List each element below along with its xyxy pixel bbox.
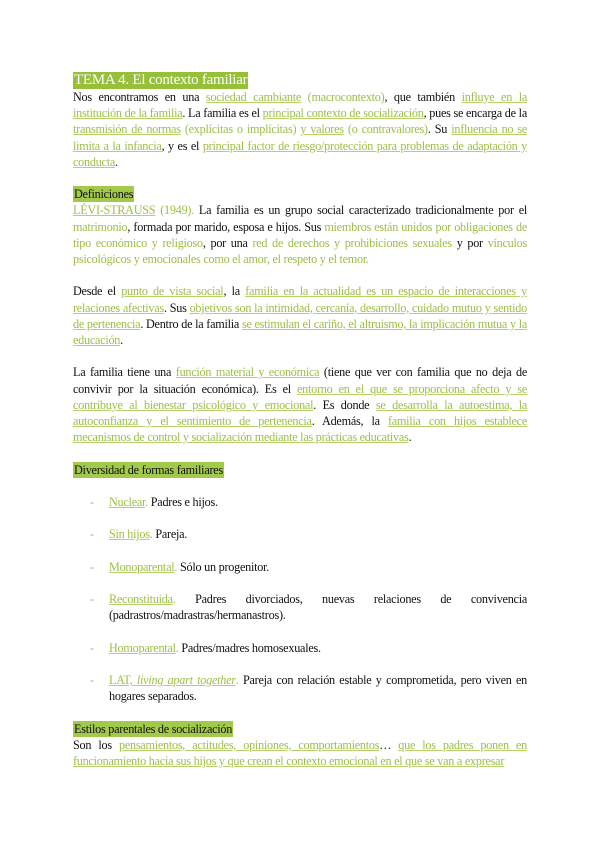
highlighted-text: principal contexto de socialización [262,106,424,121]
body-text: La familia tiene una [73,365,176,380]
family-form-term: Sin hijos [109,527,150,542]
family-form-description: Padres/madres homosexuales. [178,640,321,655]
highlighted-text: y valores [300,122,344,137]
family-form-term: Nuclear [109,495,146,509]
highlighted-text: (macrocontexto) [301,90,385,104]
body-text: Nos encontramos en una [73,90,206,104]
highlighted-text: red de derechos y prohibiciones sexuales [252,235,452,250]
body-text: , que también [384,90,462,104]
family-form-description: Pareja con relación estable y comprometida, pero viven en hogares separados. [109,673,528,704]
highlighted-text: entorno en el que se proporciona afecto y se contribuye al bienestar psicológico y emocional [73,381,527,412]
body-text: . Dentro de la familia [140,316,242,331]
family-form-description: Padres e hijos. [147,495,218,509]
family-form-item: - Homoparental. Padres/madres homosexuales. [90,640,321,655]
list-dash: - [90,640,94,655]
estilos-paragraph [73,737,527,769]
highlighted-text: (o contravalores) [343,122,428,137]
highlighted-text: principal factor de riesgo/protección para problemas de adaptación y conducta [73,138,527,169]
family-form-item: - Reconstituida. Padres divorciados, nuevas relaciones de convivencia (padrastros/madrastras/hermanastros). [90,592,527,623]
family-form-term-italic: living apart together [136,673,236,688]
section-heading-estilos: Estilos parentales de socialización [74,721,233,736]
list-dash: - [90,592,94,607]
body-text: , pues se encarga de la [423,106,527,121]
family-form-term: Monoparental [109,559,175,574]
intro-paragraph [73,89,527,170]
family-form-term: LAT, [109,673,137,688]
highlighted-text: influencia no se limita a la infancia [73,122,528,153]
document-page [73,72,527,769]
list-dash: - [90,559,94,574]
body-text: . La familia es el [182,106,263,121]
highlighted-text: punto de vista social [121,284,224,299]
list-dash: - [90,673,94,688]
highlighted-text: (explícitas o implícitas) [180,122,301,137]
family-form-item: - LAT, living apart together. Pareja con relación estable y comprometida, pero viven en hogares separados. [90,673,528,704]
highlighted-text: transmisión de normas [73,122,181,137]
highlighted-text: LÉVI-STRAUSS [73,203,156,218]
section-heading-diversidad: Diversidad de formas familiares [74,462,223,477]
body-text: , por una [202,235,253,250]
family-form-item: - Monoparental. Sólo un progenitor. [90,559,269,574]
body-text: La familia es un grupo social caracterizado tradicionalmente por el [198,203,527,218]
definition-function-paragraph [73,364,527,445]
body-text: . Es donde [313,397,376,412]
family-form-description: Pareja. [152,527,188,542]
family-form-term: Reconstituida [109,592,173,607]
family-forms-list [73,494,527,705]
highlighted-text: miembros están unidos por obligaciones de tipo económico y religioso [73,219,528,250]
highlighted-text: sociedad cambiante [205,90,302,104]
list-dash: - [90,495,94,509]
list-dash: - [90,527,94,542]
family-form-term: Homoparental [109,640,176,655]
section-heading-definiciones: Definiciones [74,187,134,202]
highlighted-text: familia con hijos establece mecanismos de control y socialización mediante las prácticas educativas [73,414,527,445]
body-text: Son los [73,737,119,752]
body-text: , y es el [161,138,203,153]
body-text: . [408,430,412,445]
highlighted-text: (1949). [155,203,199,218]
family-form-description: Sólo un progenitor. [177,559,269,574]
body-text: . Además, la [311,414,388,429]
definition-levi-strauss [73,202,527,267]
highlighted-text: matrimonio [73,219,128,234]
body-text: . Su [427,122,452,137]
highlighted-text: pensamientos, actitudes, opiniones, comportamientos [118,737,380,752]
highlighted-text: familia en la actualidad es un espacio de interacciones y relaciones afectivas [73,284,527,315]
definition-social-paragraph [73,283,527,348]
body-text: . [115,154,118,169]
family-form-item: - Sin hijos. Pareja. [90,527,188,542]
document-title: TEMA 4. El contexto familiar [74,72,248,88]
highlighted-text: influye en la institución de la familia [73,90,527,121]
body-text: . Sus [163,300,190,315]
body-text: , la [223,284,246,299]
highlighted-text: vínculos psicológicos y emocionales como el amor, el respeto y el temor [73,235,527,267]
body-text: (tiene que ver con familia que no deja de convivir por la situación económica). Es el [73,365,527,396]
body-text: y por [451,235,488,250]
highlighted-text: . [366,252,369,267]
highlighted-text: objetivos son la intimidad, cercanía, desarrollo, cuidado mutuo y sentido de pertenencia [73,300,527,331]
body-text: . [120,333,123,348]
highlighted-text: se desarrolla la autoestima, la autoconfianza y el sentimiento de pertenencia [73,397,527,429]
body-text: , formada por marido, esposa e hijos. Sus [127,219,325,234]
body-text: Desde el [73,284,122,299]
family-form-description: Padres divorciados, nuevas relaciones de convivencia (padrastros/madrastras/hermanastros). [109,592,527,623]
family-form-item: - Nuclear. Padres e hijos. [90,495,218,509]
body-text: … [379,737,399,752]
highlighted-text: función material y económica [175,365,320,380]
highlighted-text: se estimulan el cariño, el altruismo, la implicación mutua y la educación [73,316,527,348]
highlighted-text: que los padres ponen en funcionamiento hacia sus hijos y que crean el contexto emocional en el que se van a expresar [73,737,527,769]
